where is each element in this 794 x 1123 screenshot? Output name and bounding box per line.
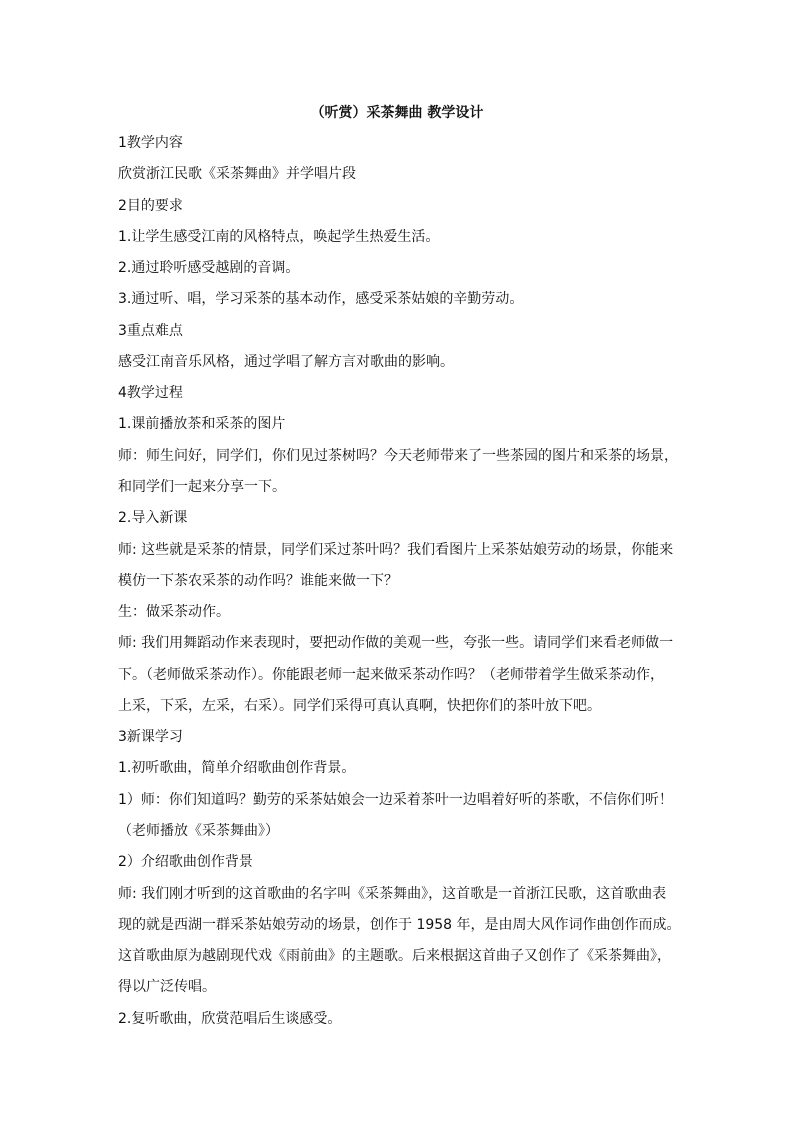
process-step-2: 2.导入新课 bbox=[118, 510, 188, 526]
paragraph-line: 师: 我们用舞蹈动作来表现时，要把动作做的美观一些，夸张一些。请同学们来看老师做一 bbox=[118, 635, 674, 651]
document-title: （听赏）采茶舞曲 教学设计 bbox=[310, 105, 484, 121]
paragraph-line: 现的就是西湖一群采茶姑娘劳动的场景，创作于 1958 年，是由周大风作词作曲创作而成。 bbox=[118, 917, 681, 933]
process-step-1: 1.课前播放茶和采茶的图片 bbox=[118, 416, 286, 432]
goal-item-1: 1.让学生感受江南的风格特点，唤起学生热爱生活。 bbox=[118, 229, 440, 245]
content-text: 欣赏浙江民歌《采茶舞曲》并学唱片段 bbox=[118, 166, 356, 182]
paragraph-line: 师: 这些就是采茶的情景，同学们采过茶叶吗？我们看图片上采茶姑娘劳动的场景，你能来 bbox=[118, 542, 674, 558]
lesson-step-2: 2.复听歌曲，欣赏范唱后生谈感受。 bbox=[118, 1011, 342, 1027]
paragraph-line: 师：师生问好，同学们，你们见过茶树吗？今天老师带来了一些茶园的图片和采茶的场景， bbox=[118, 448, 678, 464]
section-heading-process: 4教学过程 bbox=[118, 385, 183, 401]
paragraph-line: 这首歌曲原为越剧现代戏《雨前曲》的主题歌。后来根据这首曲子又创作了《采茶舞曲》， bbox=[118, 948, 671, 964]
lesson-substep-2: 2）介绍歌曲创作背景 bbox=[118, 854, 253, 870]
paragraph-line: 和同学们一起来分享一下。 bbox=[118, 479, 286, 495]
paragraph-line: 模仿一下茶农采茶的动作吗？谁能来做一下？ bbox=[118, 573, 398, 589]
paragraph-line: 生：做采茶动作。 bbox=[118, 604, 230, 620]
paragraph-line: 上采，下采，左采，右采）。同学们采得可真认真啊，快把你们的茶叶放下吧。 bbox=[118, 698, 601, 714]
paragraph-line: 师: 我们刚才听到的这首歌曲的名字叫《采茶舞曲》，这首歌是一首浙江民歌，这首歌曲表 bbox=[118, 886, 667, 902]
section-heading-new-lesson: 3新课学习 bbox=[118, 729, 183, 745]
paragraph-line: 得以广泛传唱。 bbox=[118, 979, 216, 995]
section-heading-key-points: 3重点难点 bbox=[118, 323, 183, 339]
paragraph-line: （老师播放《采茶舞曲》） bbox=[118, 823, 279, 839]
paragraph-line: 1）师：你们知道吗？勤劳的采茶姑娘会一边采着茶叶一边唱着好听的茶歌，不信你们听！ bbox=[118, 792, 673, 808]
section-heading-goals: 2目的要求 bbox=[118, 198, 183, 214]
lesson-step-1: 1.初听歌曲，简单介绍歌曲创作背景。 bbox=[118, 760, 356, 776]
paragraph-line: 下。（老师做采茶动作）。你能跟老师一起来做采茶动作吗？（老师带着学生做采茶动作， bbox=[118, 667, 664, 683]
goal-item-3: 3.通过听、唱，学习采茶的基本动作，感受采茶姑娘的辛勤劳动。 bbox=[118, 291, 524, 307]
section-heading-content: 1教学内容 bbox=[118, 135, 183, 151]
key-points-text: 感受江南音乐风格，通过学唱了解方言对歌曲的影响。 bbox=[118, 354, 454, 370]
goal-item-2: 2.通过聆听感受越剧的音调。 bbox=[118, 260, 300, 276]
